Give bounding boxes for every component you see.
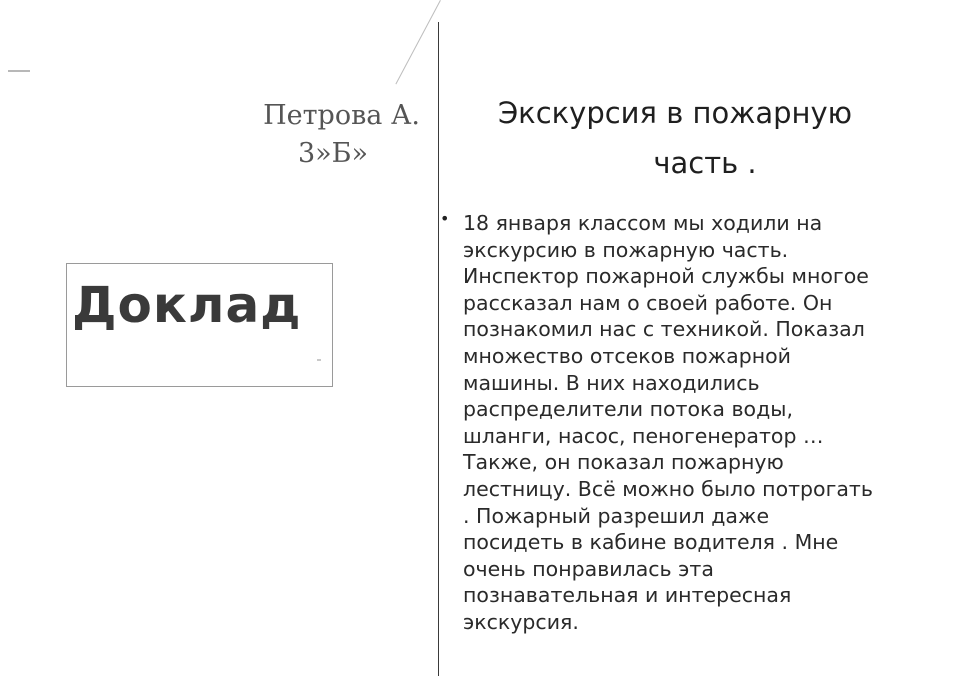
body-text xyxy=(463,210,933,636)
heading-line: часть . xyxy=(653,146,757,180)
page-heading xyxy=(440,88,910,188)
author-class: 3»Б» xyxy=(297,138,368,169)
text-line: Инспектор пожарной службы многое xyxy=(463,264,869,289)
report-title: Доклад xyxy=(72,276,302,334)
text-line: . Пожарный разрешил даже xyxy=(463,503,770,528)
heading-line: Экскурсия в пожарную xyxy=(497,96,853,130)
text-line: посидеть в кабине водителя . Мне xyxy=(463,530,839,555)
left-panel xyxy=(0,0,438,676)
text-line: рассказал нам о своей работе. Он xyxy=(463,290,833,315)
scan-speck xyxy=(317,359,321,361)
author-block xyxy=(200,97,420,173)
text-line: познакомил нас с техникой. Показал xyxy=(463,317,865,342)
right-panel xyxy=(440,0,960,676)
text-line: множество отсеков пожарной xyxy=(463,343,791,368)
text-line: распределители потока воды, xyxy=(463,397,793,422)
text-line: Также, он показал пожарную xyxy=(463,450,784,475)
text-line: шланги, насос, пеногенератор … xyxy=(463,423,824,448)
text-line: очень понравилась эта xyxy=(463,556,714,581)
bullet-icon: • xyxy=(440,209,450,228)
page-divider xyxy=(438,22,439,676)
text-line: 18 января классом мы ходили на xyxy=(463,211,823,235)
text-line: экскурсия. xyxy=(463,609,579,634)
text-line: машины. В них находились xyxy=(463,370,760,395)
text-line: экскурсию в пожарную часть. xyxy=(463,237,789,262)
stray-mark xyxy=(8,70,30,72)
author-name: Петрова А. xyxy=(263,100,420,131)
title-box xyxy=(66,263,333,387)
text-line: познавательная и интересная xyxy=(463,583,792,608)
text-line: лестницу. Всё можно было потрогать xyxy=(463,476,873,501)
